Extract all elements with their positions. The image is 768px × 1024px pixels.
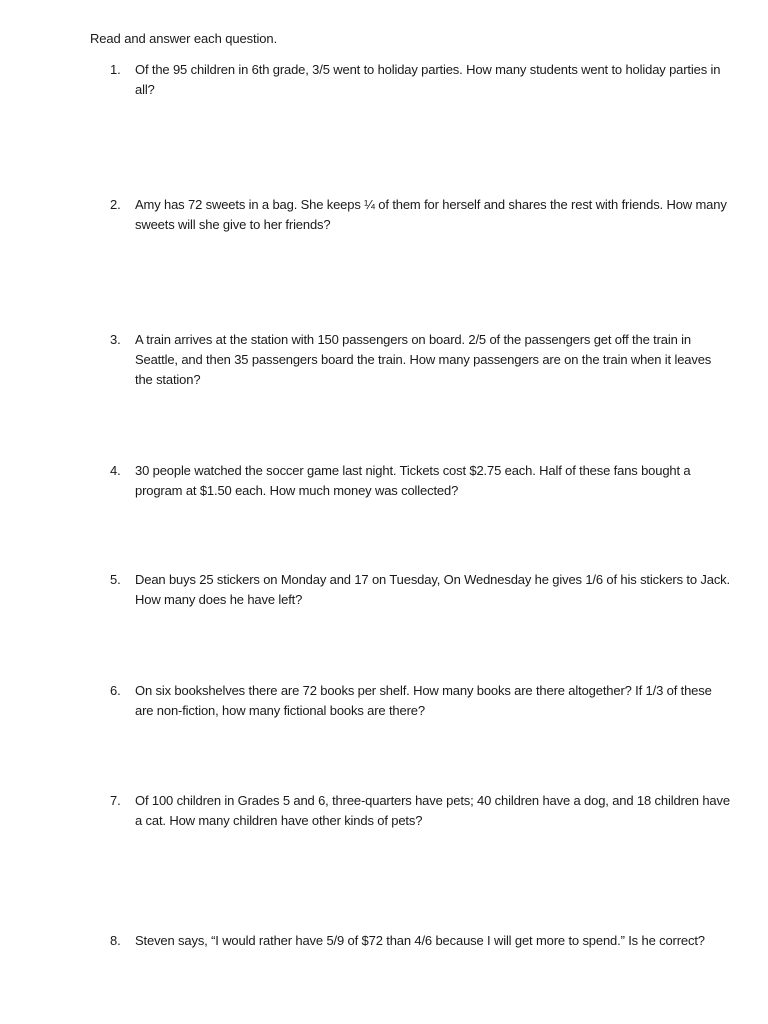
question-number: 4. [110, 463, 121, 478]
question-number: 8. [110, 933, 121, 948]
question-text: Steven says, “I would rather have 5/9 of $72 than 4/6 because I will get more to spend.” Is he correct? [135, 933, 705, 948]
question-text: Amy has 72 sweets in a bag. She keeps ¼ of them for herself and shares the rest with friends. How many sweets will she give to her friends? [135, 197, 727, 232]
question-text: A train arrives at the station with 150 passengers on board. 2/5 of the passengers get off the train in Seattle, and then 35 passengers board the train. How many passengers are on the train when it leaves the station? [135, 332, 712, 387]
question-item [110, 330, 730, 390]
question-item [110, 791, 730, 831]
question-number: 5. [110, 572, 121, 587]
question-text: Of the 95 children in 6th grade, 3/5 went to holiday parties. How many students went to holiday parties in all? [135, 62, 721, 97]
question-number: 6. [110, 683, 121, 698]
question-number: 1. [110, 62, 121, 77]
question-text: Dean buys 25 stickers on Monday and 17 on Tuesday, On Wednesday he gives 1/6 of his stickers to Jack. How many does he have left? [135, 572, 730, 607]
question-number: 7. [110, 793, 121, 808]
question-item [110, 681, 730, 721]
worksheet-instructions: Read and answer each question. [90, 31, 278, 46]
question-text: Of 100 children in Grades 5 and 6, three-quarters have pets; 40 children have a dog, and 18 children have a cat. How many children have other kinds of pets? [135, 793, 730, 828]
question-item [110, 60, 730, 100]
question-item [110, 461, 730, 501]
question-text: On six bookshelves there are 72 books per shelf. How many books are there altogether? If 1/3 of these are non-fiction, how many fictional books are there? [135, 683, 712, 718]
question-item [110, 931, 730, 951]
question-number: 3. [110, 332, 121, 347]
question-text: 30 people watched the soccer game last night. Tickets cost $2.75 each. Half of these fans bought a program at $1.50 each. How much money was collected? [135, 463, 691, 498]
question-item [110, 195, 730, 235]
question-item [110, 570, 730, 610]
question-number: 2. [110, 197, 121, 212]
